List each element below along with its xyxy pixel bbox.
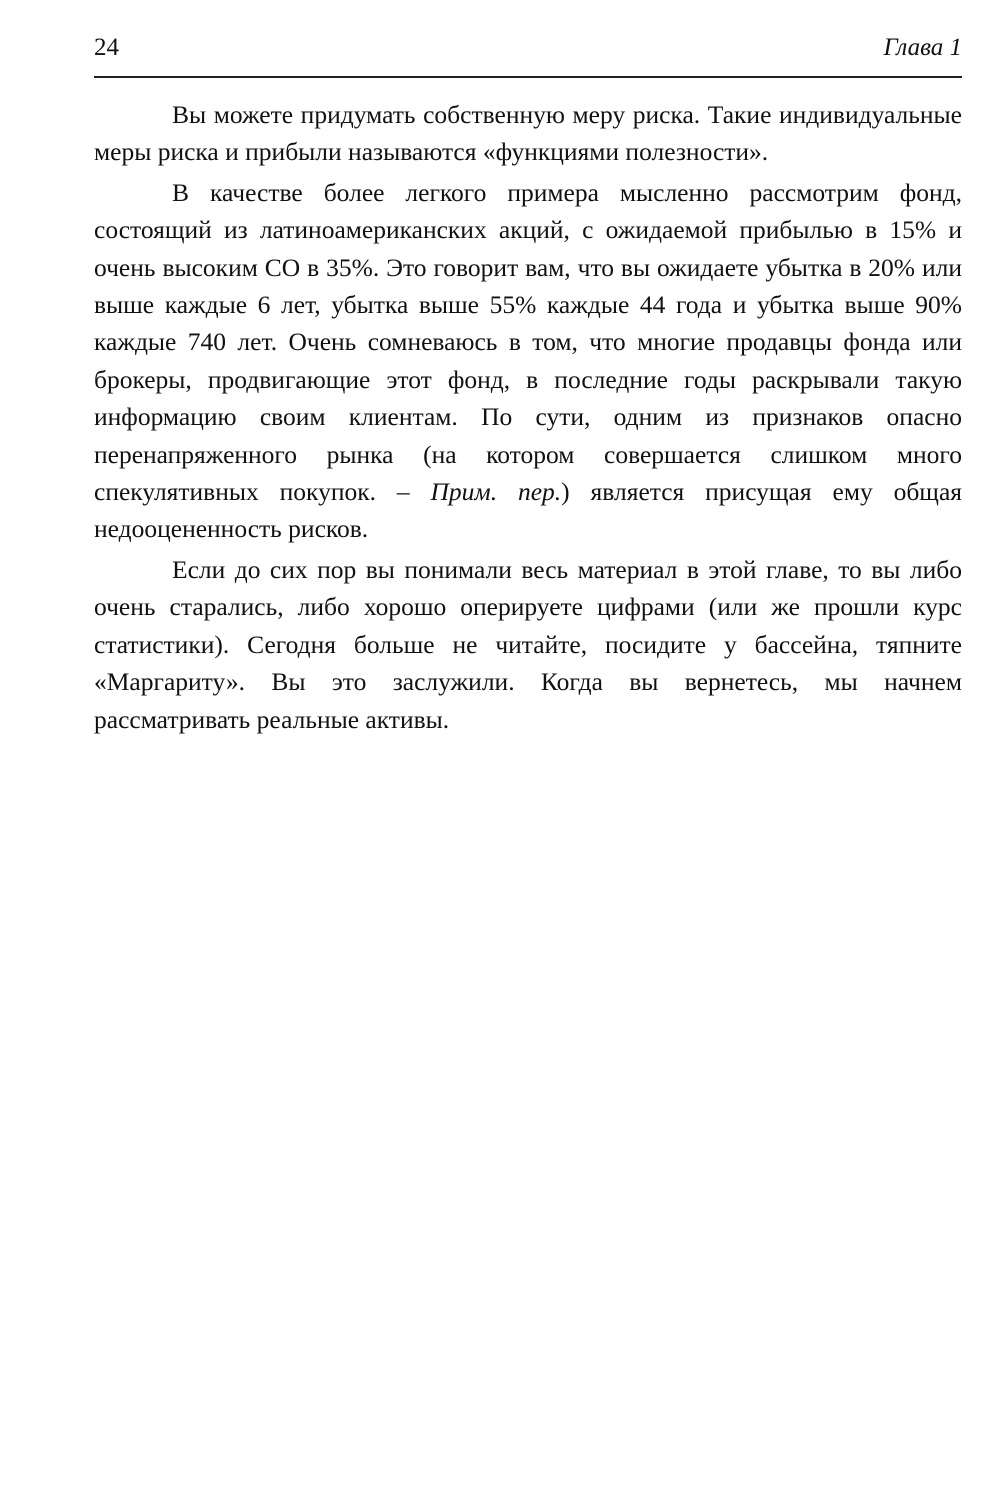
paragraph-conclusion: Если до сих пор вы понимали весь материал в этой главе, то вы либо очень старались, либо хорошо оперируете цифрами (или же прошли курс статистики). Сегодня больше не читайте, посидите у бассейна, тяпните «Маргариту». Вы это заслужили. Когда вы вернетесь, мы начнем рассматривать реальные активы. <box>94 554 962 734</box>
page-number: 24 <box>94 34 119 61</box>
translator-note: Прим. пер. <box>430 477 562 507</box>
paragraph-latin-america-fund <box>94 174 962 548</box>
paragraph-text-after-note: ) является присущая ему общая недооцененность рисков. <box>94 477 962 544</box>
chapter-running-head: Глава 1 <box>883 34 962 61</box>
paragraph-text-before-note: В качестве более легкого примера мысленно рассмотрим фонд, состоящий из латиноамериканских акций, с ожидаемой прибылью в 15% и очень высоким СО в 35%. Это говорит вам, что вы ожидаете убытка в 20% или выше каждые 6 лет, убытка выше 55% каждые 44 года и убытка выше 90% каждые 740 лет. Очень сомневаюсь в том, что многие продавцы фонда или брокеры, продвигающие этот фонд, в последние годы раскрывали такую информацию своим клиентам. По сути, одним из признаков опасно перенапряженного рынка (на котором совершается слишком много спекулятивных покупок. – <box>94 177 962 507</box>
paragraph-utility-functions: Вы можете придумать собственную меру риска. Такие индивидуальные меры риска и прибыли называются «функциями полезности». <box>94 100 962 167</box>
page-header <box>94 30 962 70</box>
header-divider <box>94 76 962 78</box>
body-text <box>94 96 962 741</box>
